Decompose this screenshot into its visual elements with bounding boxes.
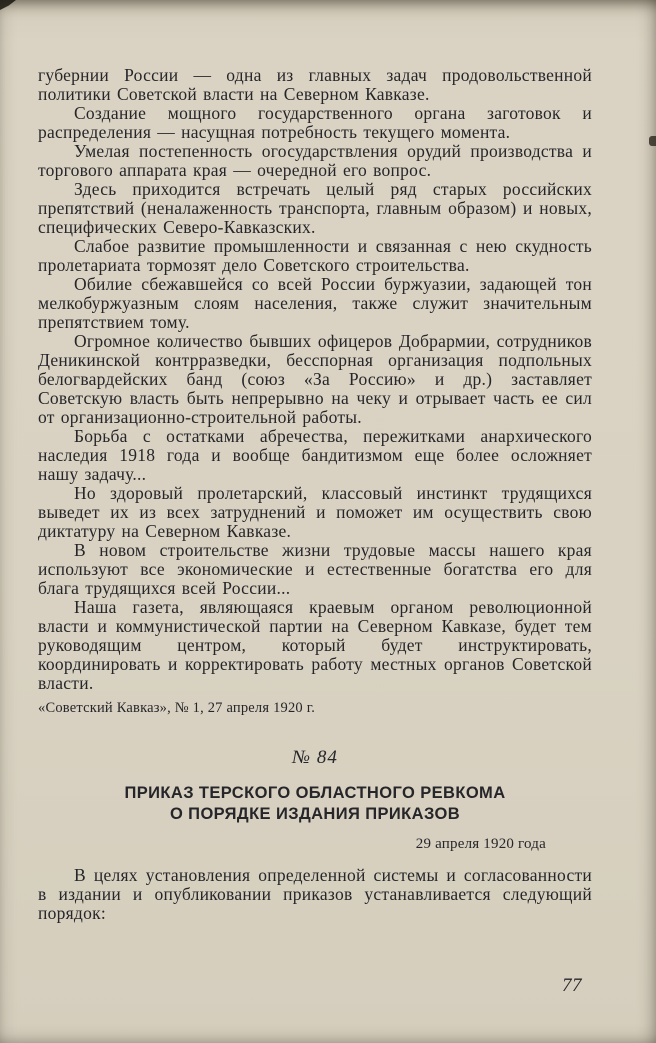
document-title <box>38 783 592 825</box>
article-paragraph: Но здоровый пролетарский, классовый инстинкт трудящихся выведет их из всех затруднений и поможет им осуществить свою диктатуру на Северном Кавказе. <box>38 483 592 541</box>
article-paragraph: Слабое развитие промышленности и связанная с нею скудность пролетариата тормозят дело Советского строительства. <box>38 236 592 275</box>
article-paragraph: Здесь приходится встречать целый ряд старых российских препятствий (неналаженность транспорта, главным образом) и новых, специфических Северо-Кавказских. <box>38 179 592 237</box>
article-paragraph: Умелая постепенность огосударствления орудий производства и торгового аппарата края — очередной его вопрос. <box>38 141 592 180</box>
scan-corner-artifact <box>0 0 16 10</box>
document-intro-paragraph: В целях установления определенной системы и согласованности в издании и опубликовании приказов устанавливается следующий порядок: <box>38 865 592 923</box>
article-paragraph: Наша газета, являющаяся краевым органом революционной власти и коммунистической партии на Северном Кавказе, будет тем руководящим центром, который будет инструктировать, координировать и корректировать работу местных органов Советской власти. <box>38 597 592 693</box>
document-title-line-1: ПРИКАЗ ТЕРСКОГО ОБЛАСТНОГО РЕВКОМА <box>124 784 506 802</box>
page-number: 77 <box>562 975 582 996</box>
document-title-line-2: О ПОРЯДКЕ ИЗДАНИЯ ПРИКАЗОВ <box>169 805 461 823</box>
scan-edge-artifact <box>649 136 656 146</box>
document-number: № 84 <box>292 747 338 768</box>
article-paragraph: Обилие сбежавшейся со всей России буржуазии, задающей тон мелкобуржуазным слоям населения, также служит значительным препятствием тому. <box>38 274 592 332</box>
article-source-citation: «Советский Кавказ», № 1, 27 апреля 1920 г. <box>38 700 316 716</box>
article-paragraph: Создание мощного государственного органа заготовок и распределения — насущная потребность текущего момента. <box>38 103 592 142</box>
article-paragraph: Борьба с остатками абречества, пережитками анархического наследия 1918 года и вообще бандитизмом еще более осложняет нашу задачу... <box>38 426 592 484</box>
article-paragraph: В новом строительстве жизни трудовые массы нашего края используют все экономические и естественные богатства его для блага трудящихся всей России... <box>38 540 592 598</box>
article-paragraph: губернии России — одна из главных задач продовольственной политики Советской власти на Северном Кавказе. <box>38 65 592 104</box>
article-paragraph: Огромное количество бывших офицеров Добрармии, сотрудников Деникинской контрразведки, бесспорная организация подпольных белогвардейских банд (союз «За Россию» и др.) заставляет Советскую власть быть непрерывно на чеку и отрывает часть ее сил от организационно-строительной работы. <box>38 331 592 427</box>
document-date: 29 апреля 1920 года <box>415 836 546 852</box>
page-content <box>38 66 592 923</box>
